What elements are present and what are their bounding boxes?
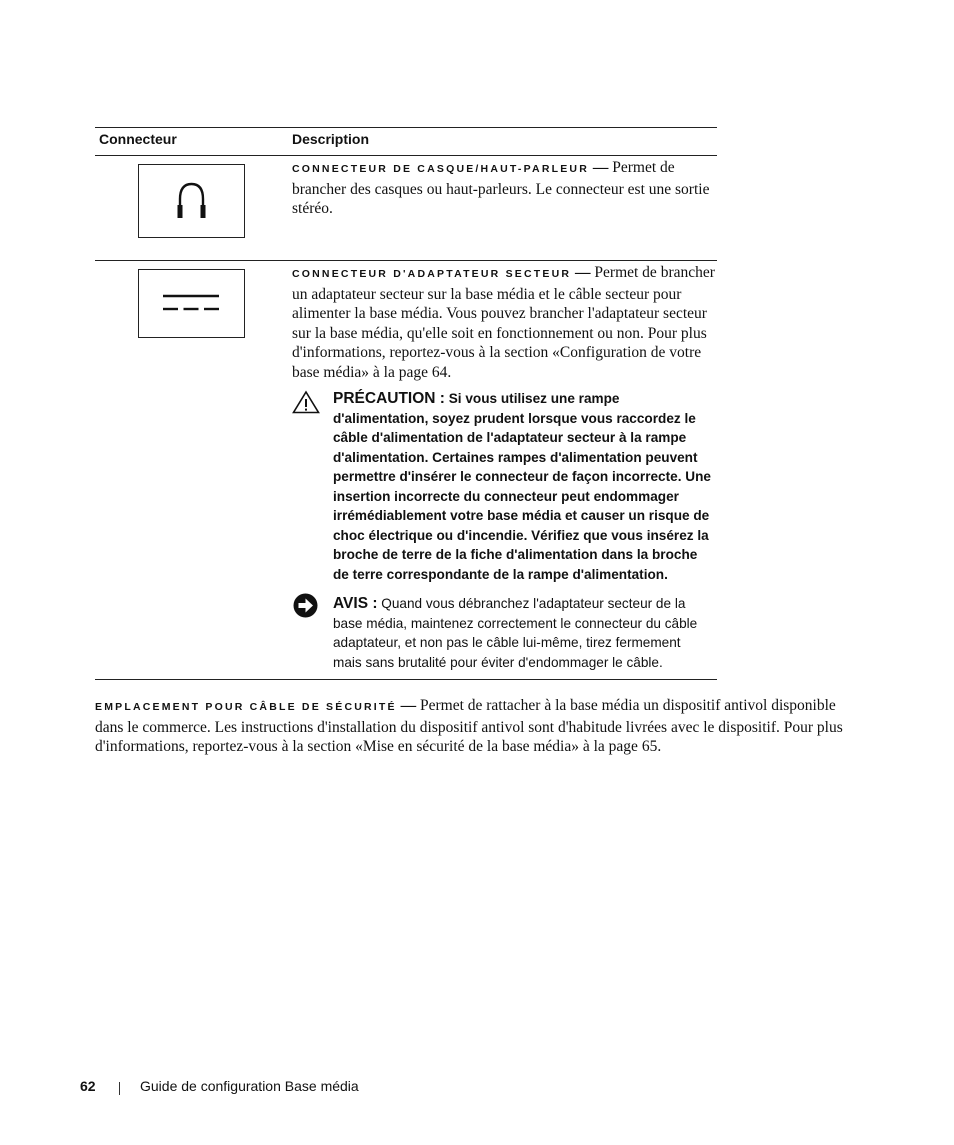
headphones-connector-illustration (138, 164, 245, 238)
caution-text (333, 389, 713, 584)
notice-text (333, 594, 713, 672)
security-slot-description (95, 696, 865, 757)
notice-body: Quand vous débranchez l'adaptateur secteur de la base média, maintenez correctement le connecteur du câble adaptateur, et non pas le câble lui-même, tirez fermement mais sans brutalité pour éviter d'endommager le câble. (333, 596, 698, 670)
row-rule (95, 260, 717, 261)
page-number: 62 (80, 1078, 96, 1094)
em-dash: — (589, 159, 613, 176)
ac-adapter-connector-text: Permet de brancher un adaptateur secteur sur la base média et le câble secteur pour alimenter la base média. Vous pouvez brancher l'adaptateur secteur sur la base média, qu'elle soit en fonctionnement ou non. Pour plus d'informations, reportez-vous à la section «Configuration de votre base média» à la page 64. (292, 264, 715, 381)
ac-adapter-connector-description (292, 263, 717, 382)
column-header-description: Description (292, 131, 370, 147)
document-title: Guide de configuration Base média (140, 1078, 359, 1094)
notice-label: AVIS : (333, 595, 378, 612)
caution-body: Si vous utilisez une rampe d'alimentation, soyez prudent lorsque vous raccordez le câble d'alimentation de l'adaptateur secteur à la rampe d'alimentation. Certaines rampes d'alimentation peuvent permettre d'insérer le connecteur de façon incorrecte. Une insertion incorrecte du connecteur peut endommager irrémédiablement votre base média et causer un risque de choc électrique ou d'incendie. Vérifiez que vous insérez la broche de terre de la fiche d'alimentation dans la broche de terre correspondante de la rampe d'alimentation. (333, 391, 711, 582)
security-slot-text: Permet de rattacher à la base média un dispositif antivol disponible dans le commerce. Les instructions d'installation du dispositif antivol sont d'habitude livrées avec le dispositif. Pour plus d'informations, reportez-vous à la section «Mise en sécurité de la base média» à la page 65. (95, 697, 843, 755)
security-slot-keyword: EMPLACEMENT POUR CÂBLE DE SÉCURITÉ (95, 701, 397, 713)
table-top-rule (95, 127, 717, 128)
headphones-connector-keyword: CONNECTEUR DE CASQUE/HAUT-PARLEUR (292, 163, 589, 175)
headphones-connector-description (292, 158, 717, 219)
dc-power-icon (139, 270, 243, 336)
column-header-connector: Connecteur (99, 131, 177, 147)
footer-separator (119, 1082, 120, 1095)
warning-triangle-icon (292, 390, 320, 414)
headphones-icon (139, 165, 243, 236)
caution-label: PRÉCAUTION : (333, 390, 445, 407)
header-rule (95, 155, 717, 156)
em-dash: — (571, 264, 595, 281)
table-bottom-rule (95, 679, 717, 680)
ac-adapter-connector-keyword: CONNECTEUR D'ADAPTATEUR SECTEUR (292, 268, 572, 280)
ac-adapter-connector-illustration (138, 269, 245, 338)
em-dash: — (396, 697, 420, 714)
headphones-connector-text: Permet de brancher des casques ou haut-parleurs. Le connecteur est une sortie stéréo. (292, 159, 710, 217)
notice-arrow-icon (293, 593, 318, 618)
